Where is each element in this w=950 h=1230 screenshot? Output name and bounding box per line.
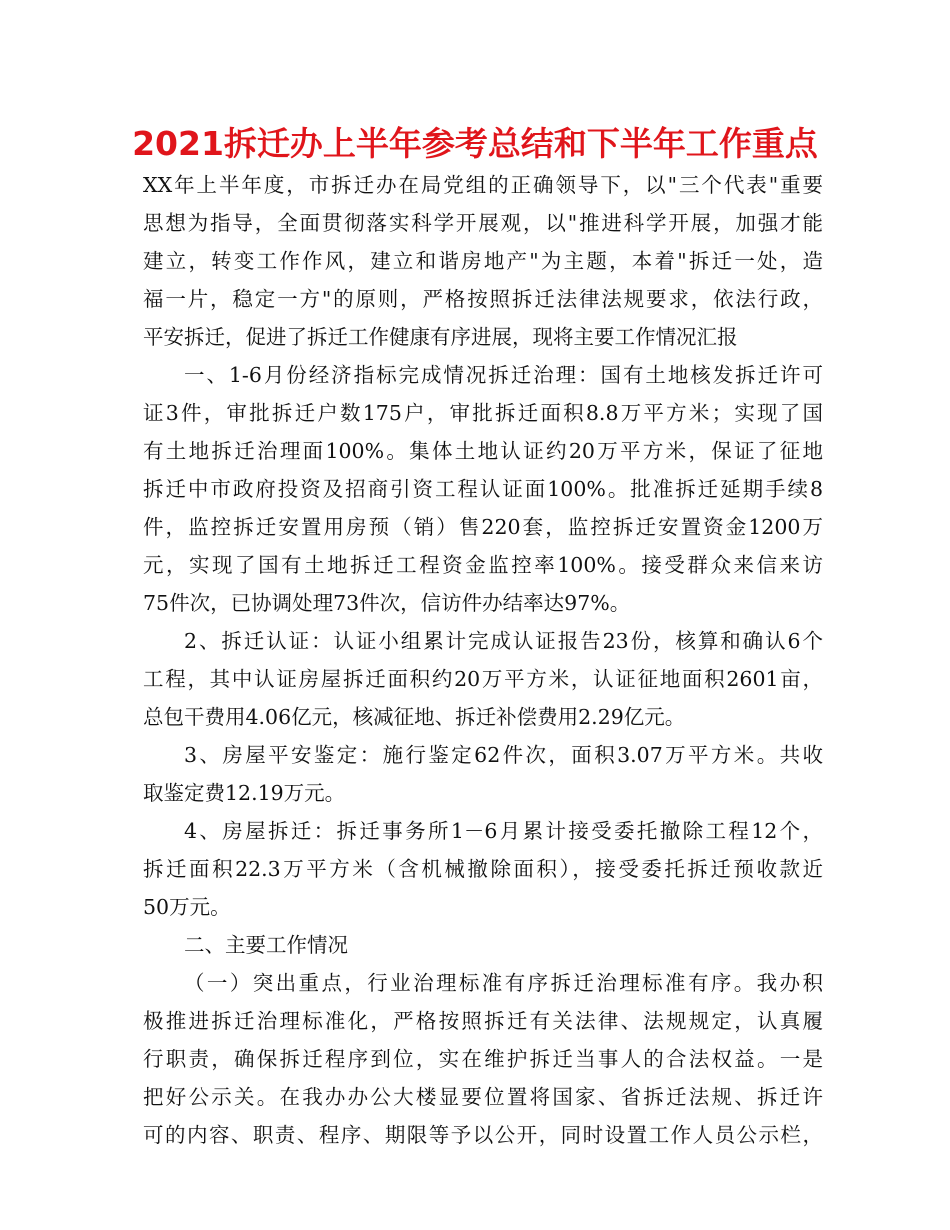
text-line: 4、房屋拆迁：拆迁事务所1－6月累计接受委托撤除工程12个，: [184, 819, 823, 843]
text-line: 行职责，确保拆迁程序到位，实在维护拆迁当事人的合法权益。一是: [143, 1047, 823, 1071]
text-line: （一）突出重点，行业治理标准有序拆迁治理标准有序。我办积: [184, 971, 823, 995]
text-line: 极推进拆迁治理标准化，严格按照拆迁有关法律、法规规定，认真履: [143, 1009, 823, 1033]
text-line: 工程，其中认证房屋拆迁面积约20万平方米，认证征地面积2601亩，: [143, 667, 823, 691]
text-line: 50万元。: [143, 895, 231, 919]
document-title: 2021拆迁办上半年参考总结和下半年工作重点: [132, 124, 818, 163]
text-line: 证3件，审批拆迁户数175户，审批拆迁面积8.8万平方米；实现了国: [143, 401, 823, 425]
text-line: 思想为指导，全面贯彻落实科学开展观，以"推进科学开展，加强才能: [143, 211, 823, 235]
text-line: 2、拆迁认证：认证小组累计完成认证报告23份，核算和确认6个: [184, 629, 823, 653]
text-line: 3、房屋平安鉴定：施行鉴定62件次，面积3.07万平方米。共收: [184, 743, 823, 767]
text-line: 平安拆迁，促进了拆迁工作健康有序进展，现将主要工作情况汇报: [143, 325, 738, 349]
text-line: 取鉴定费12.19万元。: [143, 781, 346, 805]
text-line: 有土地拆迁治理面100%。集体土地认证约20万平方米，保证了征地: [143, 439, 823, 463]
document-body: [143, 166, 823, 1154]
text-line: 拆迁中市政府投资及招商引资工程认证面100%。批准拆迁延期手续8: [143, 477, 823, 501]
text-line: 建立，转变工作作风，建立和谐房地产"为主题，本着"拆迁一处，造: [143, 249, 823, 273]
text-line: 拆迁面积22.3万平方米（含机械撤除面积），接受委托拆迁预收款近: [143, 857, 823, 881]
text-line: 一、1-6月份经济指标完成情况拆迁治理：国有土地核发拆迁许可: [184, 363, 823, 387]
text-line: 福一片，稳定一方"的原则，严格按照拆迁法律法规要求，依法行政，: [143, 287, 823, 311]
text-line: 二、主要工作情况: [184, 933, 348, 957]
text-line: 总包干费用4.06亿元，核减征地、拆迁补偿费用2.29亿元。: [143, 705, 686, 729]
text-line: 可的内容、职责、程序、期限等予以公开，同时设置工作人员公示栏，: [143, 1123, 823, 1147]
text-line: XX年上半年度，市拆迁办在局党组的正确领导下，以"三个代表"重要: [143, 173, 823, 197]
text-line: 把好公示关。在我办办公大楼显要位置将国家、省拆迁法规、拆迁许: [143, 1085, 823, 1109]
text-line: 元，实现了国有土地拆迁工程资金监控率100%。接受群众来信来访: [143, 553, 823, 577]
text-line: 件，监控拆迁安置用房预（销）售220套，监控拆迁安置资金1200万: [143, 515, 823, 539]
text-line: 75件次，已协调处理73件次，信访件办结率达97%。: [143, 591, 631, 615]
